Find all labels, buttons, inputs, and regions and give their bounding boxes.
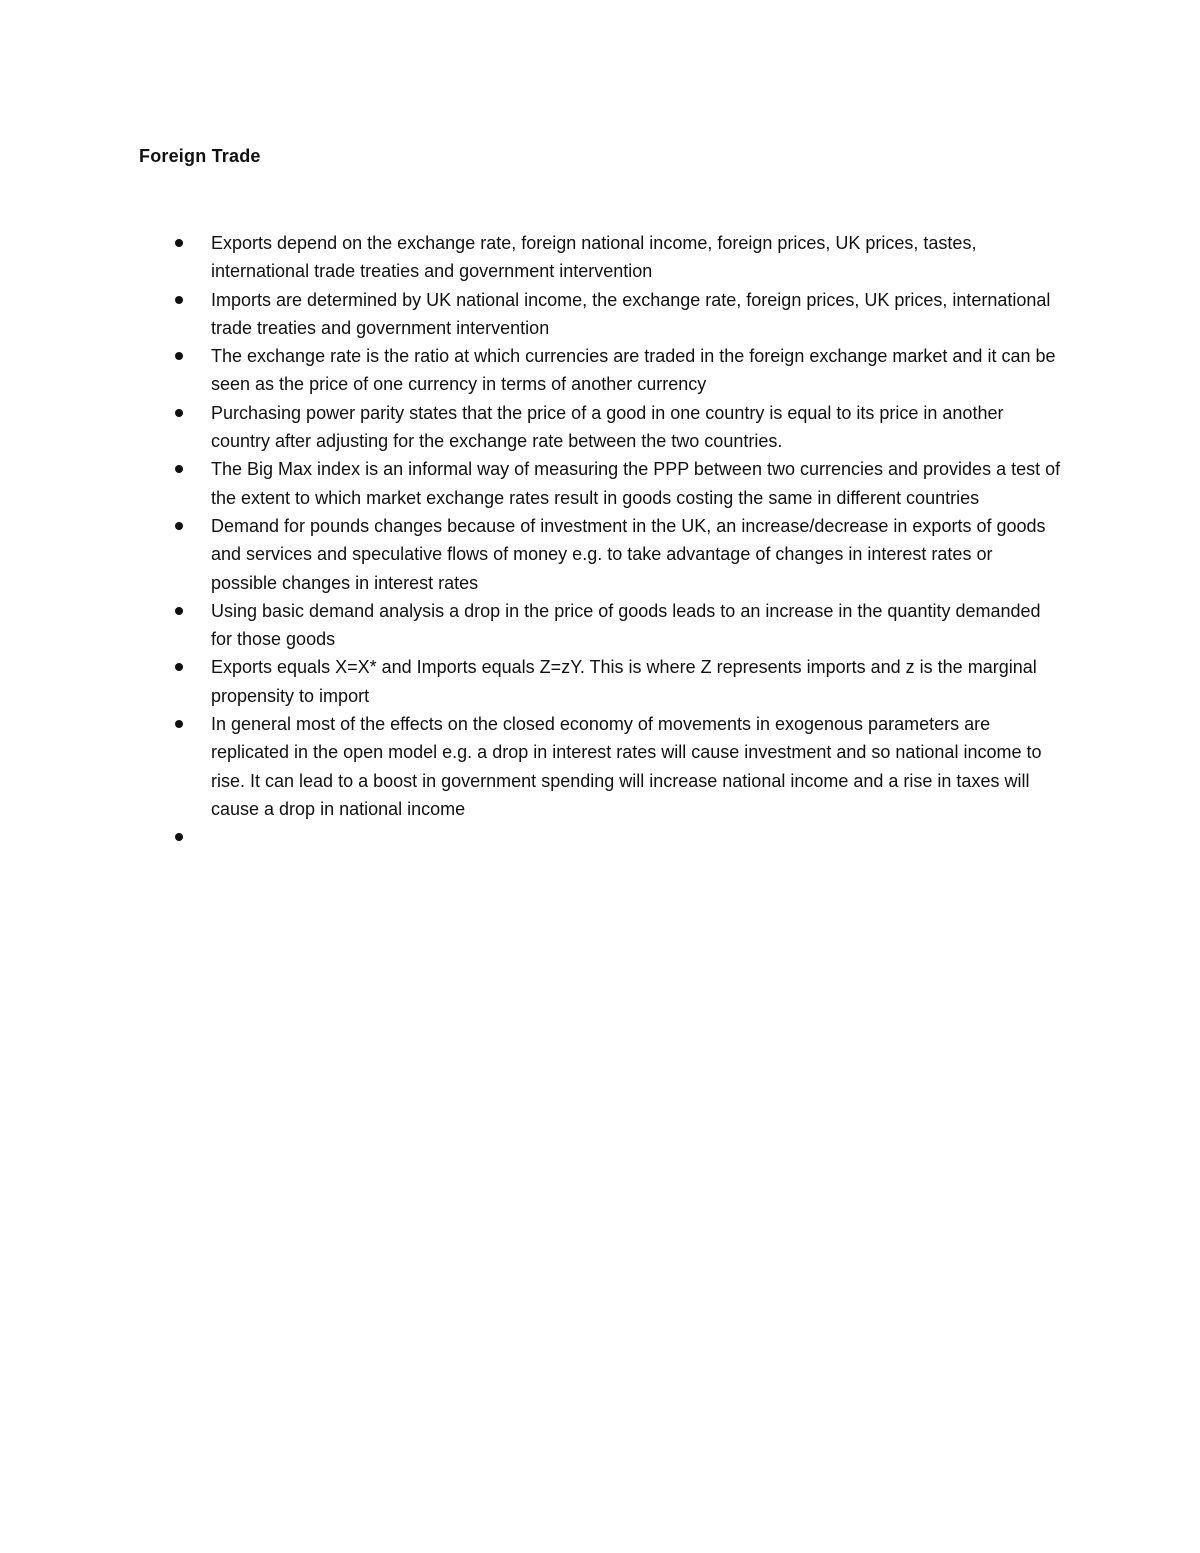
list-item (0, 512, 1061, 597)
page-title: Foreign Trade (139, 146, 261, 166)
bullet-icon (175, 607, 183, 615)
bullet-text: Purchasing power parity states that the price of a good in one country is equal to its price in another country after adjusting for the exchange rate between the two countries. (211, 402, 1004, 452)
bullet-text: Exports depend on the exchange rate, foreign national income, foreign prices, UK prices, tastes, international trade treaties and government intervention (211, 233, 977, 282)
bullet-icon (175, 720, 183, 728)
list-item (0, 286, 1061, 343)
bullet-text (211, 823, 1061, 851)
bullet-text: Using basic demand analysis a drop in the price of goods leads to an increase in the quantity demanded for those goods (211, 600, 1041, 650)
list-item (0, 229, 1061, 286)
bullet-text: The Big Max index is an informal way of measuring the PPP between two currencies and provides a test of the extent to which market exchange rates result in goods costing the same in different countries (211, 459, 1061, 508)
list-item (0, 342, 1061, 399)
bullet-list (0, 229, 1200, 851)
list-item (0, 597, 1061, 654)
list-item (0, 399, 1061, 456)
bullet-icon (175, 409, 183, 417)
list-item-empty (0, 823, 1061, 851)
list-item (0, 653, 1061, 710)
bullet-text: Imports are determined by UK national income, the exchange rate, foreign prices, UK prices, international trade treaties and government intervention (211, 289, 1051, 338)
list-item (0, 455, 1061, 512)
bullet-text: The exchange rate is the ratio at which currencies are traded in the foreign exchange market and it can be seen as the price of one currency in terms of another currency (211, 346, 1056, 395)
bullet-icon (175, 296, 183, 304)
list-item (0, 710, 1061, 823)
bullet-text: Exports equals X=X* and Imports equals Z=zY. This is where Z represents imports and z is the marginal propensity to import (211, 657, 1037, 706)
bullet-icon (175, 663, 183, 671)
bullet-icon (175, 239, 183, 247)
bullet-text: In general most of the effects on the closed economy of movements in exogenous parameters are replicated in the open model e.g. a drop in interest rates will cause investment and so national income to rise. It can lead to a boost in government spending will increase national income and a rise in taxes will cause a drop in national income (211, 714, 1042, 819)
bullet-icon (175, 465, 183, 473)
bullet-icon (175, 352, 183, 360)
bullet-text: Demand for pounds changes because of investment in the UK, an increase/decrease in exports of goods and services and speculative flows of money e.g. to take advantage of changes in interest rates or possible changes in interest rates (211, 515, 1046, 593)
bullet-icon (175, 522, 183, 530)
bullet-icon (175, 833, 183, 841)
